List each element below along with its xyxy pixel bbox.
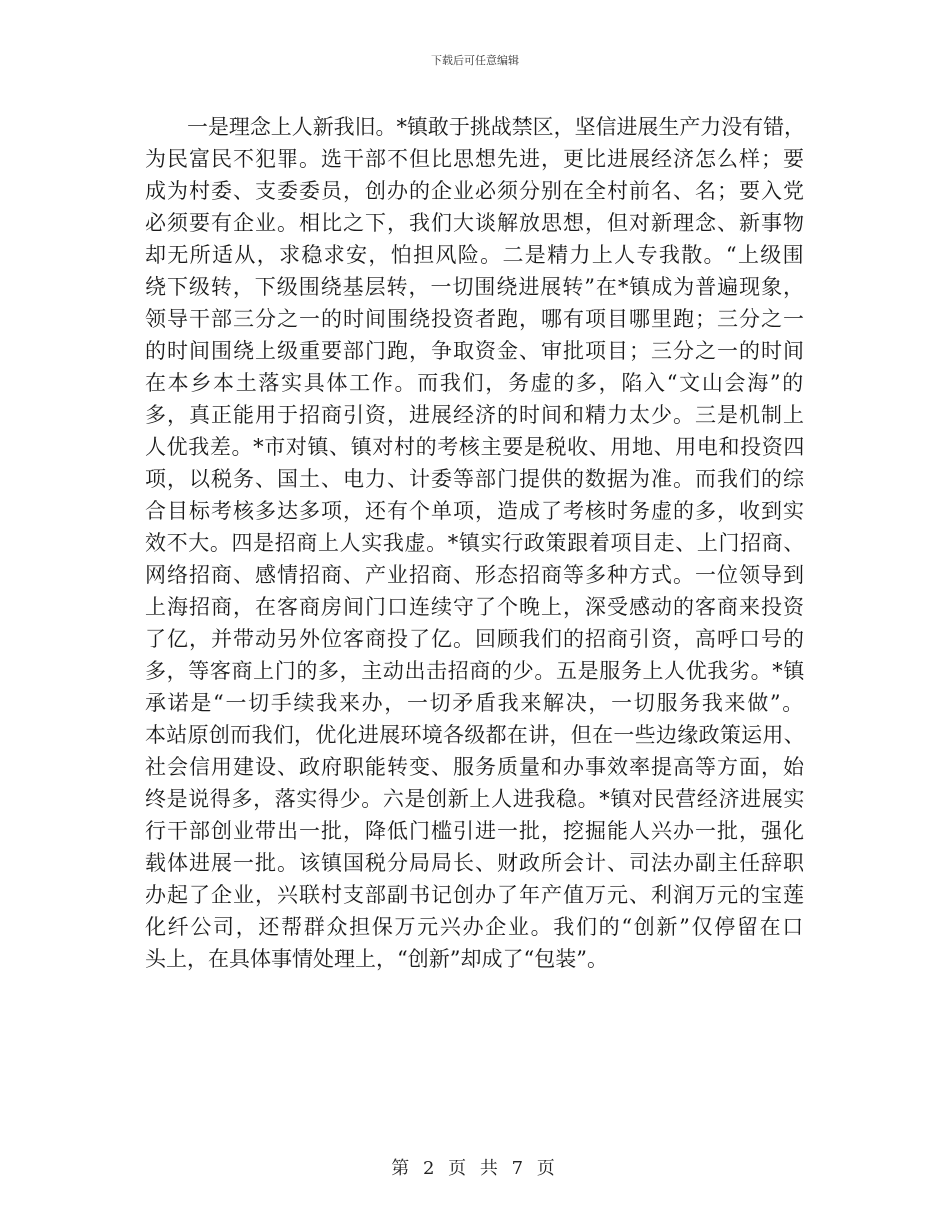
text-line xyxy=(145,879,805,911)
page-number: 第 2 页 共 7 页 xyxy=(391,1158,559,1179)
text-line xyxy=(145,911,805,943)
page-header-note: 下载后可任意编辑 xyxy=(431,54,519,67)
text-line-content: 却无所适从，求稳求安，怕担风险。二是精力上人专我散。“上级围 xyxy=(145,243,805,267)
text-line-content: 终是说得多，落实得少。六是创新上人进我稳。*镇对民营经济进展实 xyxy=(145,787,805,811)
text-line-content: 本站原创而我们，优化进展环境各级都在讲，但在一些边缘政策运用、 xyxy=(145,723,805,747)
text-line-content: 绕下级转，下级围绕基层转，一切围绕进展转”在*镇成为普遍现象， xyxy=(145,275,805,299)
text-line xyxy=(145,143,805,175)
text-line xyxy=(145,815,805,847)
text-line-content: 效不大。四是招商上人实我虚。*镇实行政策跟着项目走、上门招商、 xyxy=(145,531,805,555)
text-line-content: 领导干部三分之一的时间围绕投资者跑，哪有项目哪里跑；三分之一 xyxy=(145,307,805,331)
text-line xyxy=(145,399,805,431)
text-line xyxy=(145,751,805,783)
text-line xyxy=(145,655,805,687)
text-line xyxy=(145,527,805,559)
text-line-content: 社会信用建设、政府职能转变、服务质量和办事效率提高等方面，始 xyxy=(145,755,805,779)
text-line-content: 行干部创业带出一批，降低门槛引进一批，挖掘能人兴办一批，强化 xyxy=(145,819,805,843)
text-line xyxy=(145,111,805,143)
text-line xyxy=(145,943,805,975)
text-line xyxy=(145,783,805,815)
text-line-content: 化纤公司，还帮群众担保万元兴办企业。我们的“创新”仅停留在口 xyxy=(145,915,805,939)
text-line-content: 多，真正能用于招商引资，进展经济的时间和精力太少。三是机制上 xyxy=(145,403,805,427)
text-line xyxy=(145,591,805,623)
text-line xyxy=(145,303,805,335)
text-line-content: 办起了企业，兴联村支部副书记创办了年产值万元、利润万元的宝莲 xyxy=(145,883,805,907)
text-line-content: 项，以税务、国土、电力、计委等部门提供的数据为准。而我们的综 xyxy=(145,467,805,491)
text-line-content: 为民富民不犯罪。选干部不但比思想先进，更比进展经济怎么样；要 xyxy=(145,147,805,171)
text-line xyxy=(145,335,805,367)
text-line-content: 在本乡本土落实具体工作。而我们，务虚的多，陷入“文山会海”的 xyxy=(145,371,805,395)
text-line-content: 了亿，并带动另外位客商投了亿。回顾我们的招商引资，高呼口号的 xyxy=(145,627,805,651)
text-line-content: 成为村委、支委委员，创办的企业必须分别在全村前名、名；要入党 xyxy=(145,179,805,203)
text-line-content: 一是理念上人新我旧。*镇敢于挑战禁区，坚信进展生产力没有错， xyxy=(187,115,806,139)
text-line-content: 头上，在具体事情处理上，“创新”却成了“包装”。 xyxy=(145,947,608,971)
text-line xyxy=(145,207,805,239)
text-line xyxy=(145,175,805,207)
text-line-content: 载体进展一批。该镇国税分局局长、财政所会计、司法办副主任辞职 xyxy=(145,851,805,875)
text-line xyxy=(145,239,805,271)
text-line-content: 人优我差。*市对镇、镇对村的考核主要是税收、用地、用电和投资四 xyxy=(145,435,805,459)
text-line xyxy=(145,719,805,751)
text-line xyxy=(145,271,805,303)
text-line-content: 承诺是“一切手续我来办，一切矛盾我来解决，一切服务我来做”。 xyxy=(145,691,805,715)
text-line xyxy=(145,367,805,399)
text-line xyxy=(145,463,805,495)
text-line-content: 的时间围绕上级重要部门跑，争取资金、审批项目；三分之一的时间 xyxy=(145,339,805,363)
text-line xyxy=(145,495,805,527)
text-line-content: 多，等客商上门的多，主动出击招商的少。五是服务上人优我劣。*镇 xyxy=(145,659,805,683)
text-line xyxy=(145,847,805,879)
text-line-content: 网络招商、感情招商、产业招商、形态招商等多种方式。一位领导到 xyxy=(145,563,805,587)
text-line-content: 必须要有企业。相比之下，我们大谈解放思想，但对新理念、新事物 xyxy=(145,211,805,235)
text-line xyxy=(145,431,805,463)
text-line xyxy=(145,559,805,591)
body-paragraph xyxy=(145,111,805,975)
text-line xyxy=(145,687,805,719)
text-line-content: 上海招商，在客商房间门口连续守了个晚上，深受感动的客商来投资 xyxy=(145,595,805,619)
text-line-content: 合目标考核多达多项，还有个单项，造成了考核时务虚的多，收到实 xyxy=(145,499,805,523)
text-line xyxy=(145,623,805,655)
